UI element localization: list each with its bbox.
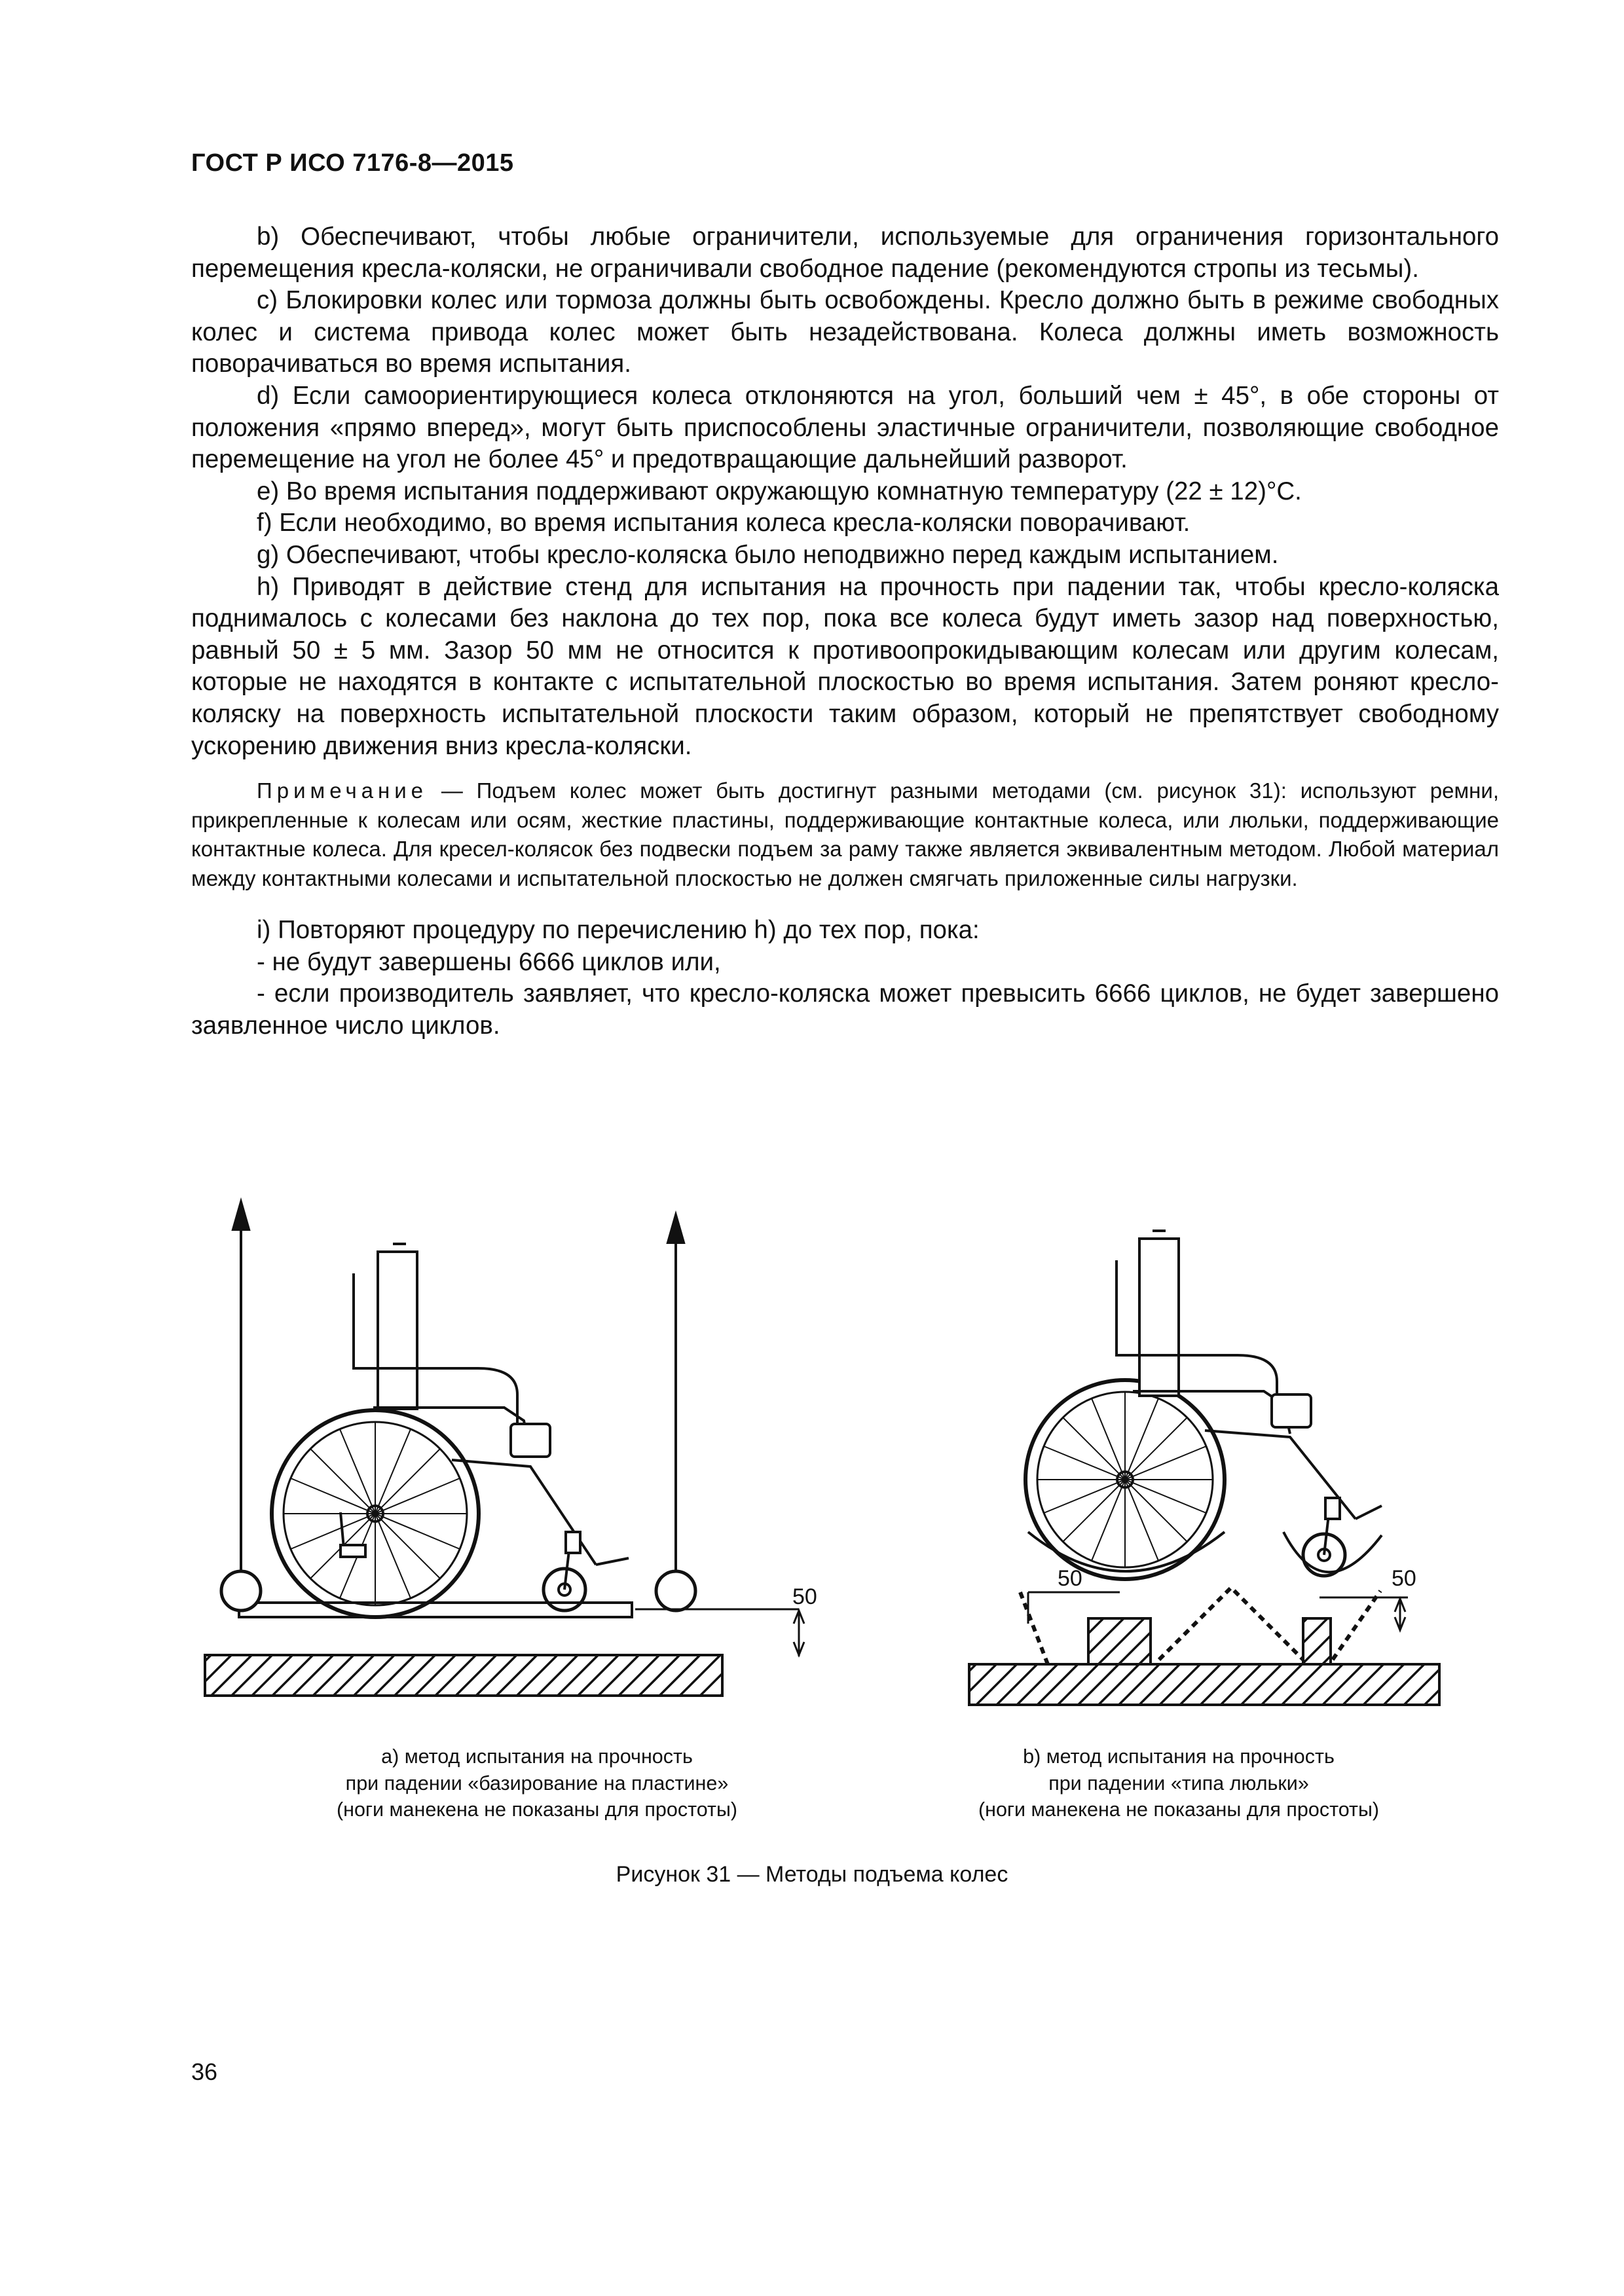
- cradle-left-dashed: [1020, 1592, 1048, 1664]
- cradle-support-right: [1303, 1618, 1331, 1664]
- caption-a-line-2: при падении «базирование на пластине»: [345, 1772, 729, 1795]
- paragraph-i: i) Повторяют процедуру по перечислению h) до тех пор, пока:: [257, 916, 980, 945]
- note-label: Примечание: [257, 778, 428, 803]
- paragraph-h: h) Приводят в действие стенд для испытания на прочность при падении так, чтобы кресло-коляска поднималось с колесами без наклона до тех пор, пока все колеса будут иметь зазор над поверхностью, равный 50 ± 5 мм. Зазор 50 мм не относится к противоопрокидывающим колесам или другим колесам, которые не находятся в контакте с испытательной плоскостью во время испытания. Затем роняют кресло-коляску на поверхность испытательной плоскости таким образом, который не препятствует свободному ускорению движения вниз кресла-коляски.: [191, 572, 1499, 760]
- paragraph-f: f) Если необходимо, во время испытания колеса кресла-коляски поворачивают.: [257, 509, 1190, 538]
- document-header: ГОСТ Р ИСО 7176-8—2015: [191, 149, 514, 177]
- dimension-label-b-right: 50: [1392, 1566, 1416, 1591]
- wheel-roller-left: [221, 1571, 261, 1611]
- caption-b-line-2: при падении «типа люльки»: [1048, 1772, 1309, 1795]
- cradle-middle-dashed: [1159, 1588, 1303, 1660]
- figure-31: [177, 1178, 1486, 1833]
- caption-a-line-3: (ноги манекена не показаны для простоты): [336, 1798, 738, 1821]
- paragraph-g: g) Обеспечивают, чтобы кресло-коляска было неподвижно перед каждым испытанием.: [257, 540, 1279, 569]
- dimension-label-a: 50: [792, 1584, 817, 1609]
- caption-b: [930, 1743, 1428, 1823]
- note-text: — Подъем колес может быть достигнут разными методами (см. рисунок 31): используют ремни, прикрепленные к колесам или осям, жесткие пластины, поддерживающие контактные колеса, или люльки, поддерживающие контактные колеса. Для кресел-колясок без подвески подъем за раму также является эквивалентным методом. Любой материал между контактными колесами и испытательной плоскостью не должен смягчать приложенные силы нагрузки.: [191, 778, 1499, 890]
- paragraph-e: e) Во время испытания поддерживают окружающую комнатную температуру (22 ± 12)°С.: [257, 477, 1302, 505]
- caption-a: [288, 1743, 786, 1823]
- cradle-right-dashed: [1333, 1591, 1380, 1660]
- ground-a: [205, 1655, 722, 1696]
- page-number: 36: [191, 2058, 218, 2085]
- list-item-declared: - если производитель заявляет, что кресло-коляска может превысить 6666 циклов, не будет завершено заявленное число циклов.: [191, 979, 1499, 1040]
- figure-b: [969, 1231, 1439, 1705]
- dimension-label-b-left: 50: [1058, 1566, 1082, 1591]
- caption-a-line-1: а) метод испытания на прочность: [381, 1745, 693, 1768]
- paragraph-b: b) Обеспечивают, чтобы любые ограничители, используемые для ограничения горизонтального перемещения кресла-коляски, не ограничивали свободное падение (рекомендуются стропы из тесьмы).: [191, 223, 1499, 283]
- list-item-cycles: - не будут завершены 6666 циклов или,: [257, 947, 721, 976]
- paragraph-d: d) Если самоориентирующиеся колеса отклоняются на угол, больший чем ± 45°, в обе стороны от положения «прямо вперед», могут быть приспособлены эластичные ограничители, позволяющие свободное перемещение на угол не более 45° и предотвращающие дальнейший разворот.: [191, 381, 1499, 474]
- wheelchair-a: [272, 1244, 629, 1617]
- ground-b: [969, 1664, 1439, 1705]
- body-text: [191, 221, 1499, 1042]
- figure-drawing: [177, 1178, 1486, 1833]
- wheelchair-b: [1025, 1231, 1382, 1579]
- caption-b-line-1: b) метод испытания на прочность: [1023, 1745, 1335, 1768]
- cradle-support-left: [1088, 1618, 1151, 1664]
- figure-title: Рисунок 31 — Методы подъема колес: [616, 1862, 1008, 1887]
- wheel-roller-right: [656, 1571, 695, 1611]
- figure-a: [205, 1202, 804, 1696]
- caption-b-line-3: (ноги манекена не показаны для простоты): [978, 1798, 1380, 1821]
- note: [191, 776, 1499, 893]
- paragraph-c: c) Блокировки колес или тормоза должны быть освобождены. Кресло должно быть в режиме свободных колес и система привода колес может быть незадействована. Колеса должны иметь возможность поворачиваться во время испытания.: [191, 286, 1499, 378]
